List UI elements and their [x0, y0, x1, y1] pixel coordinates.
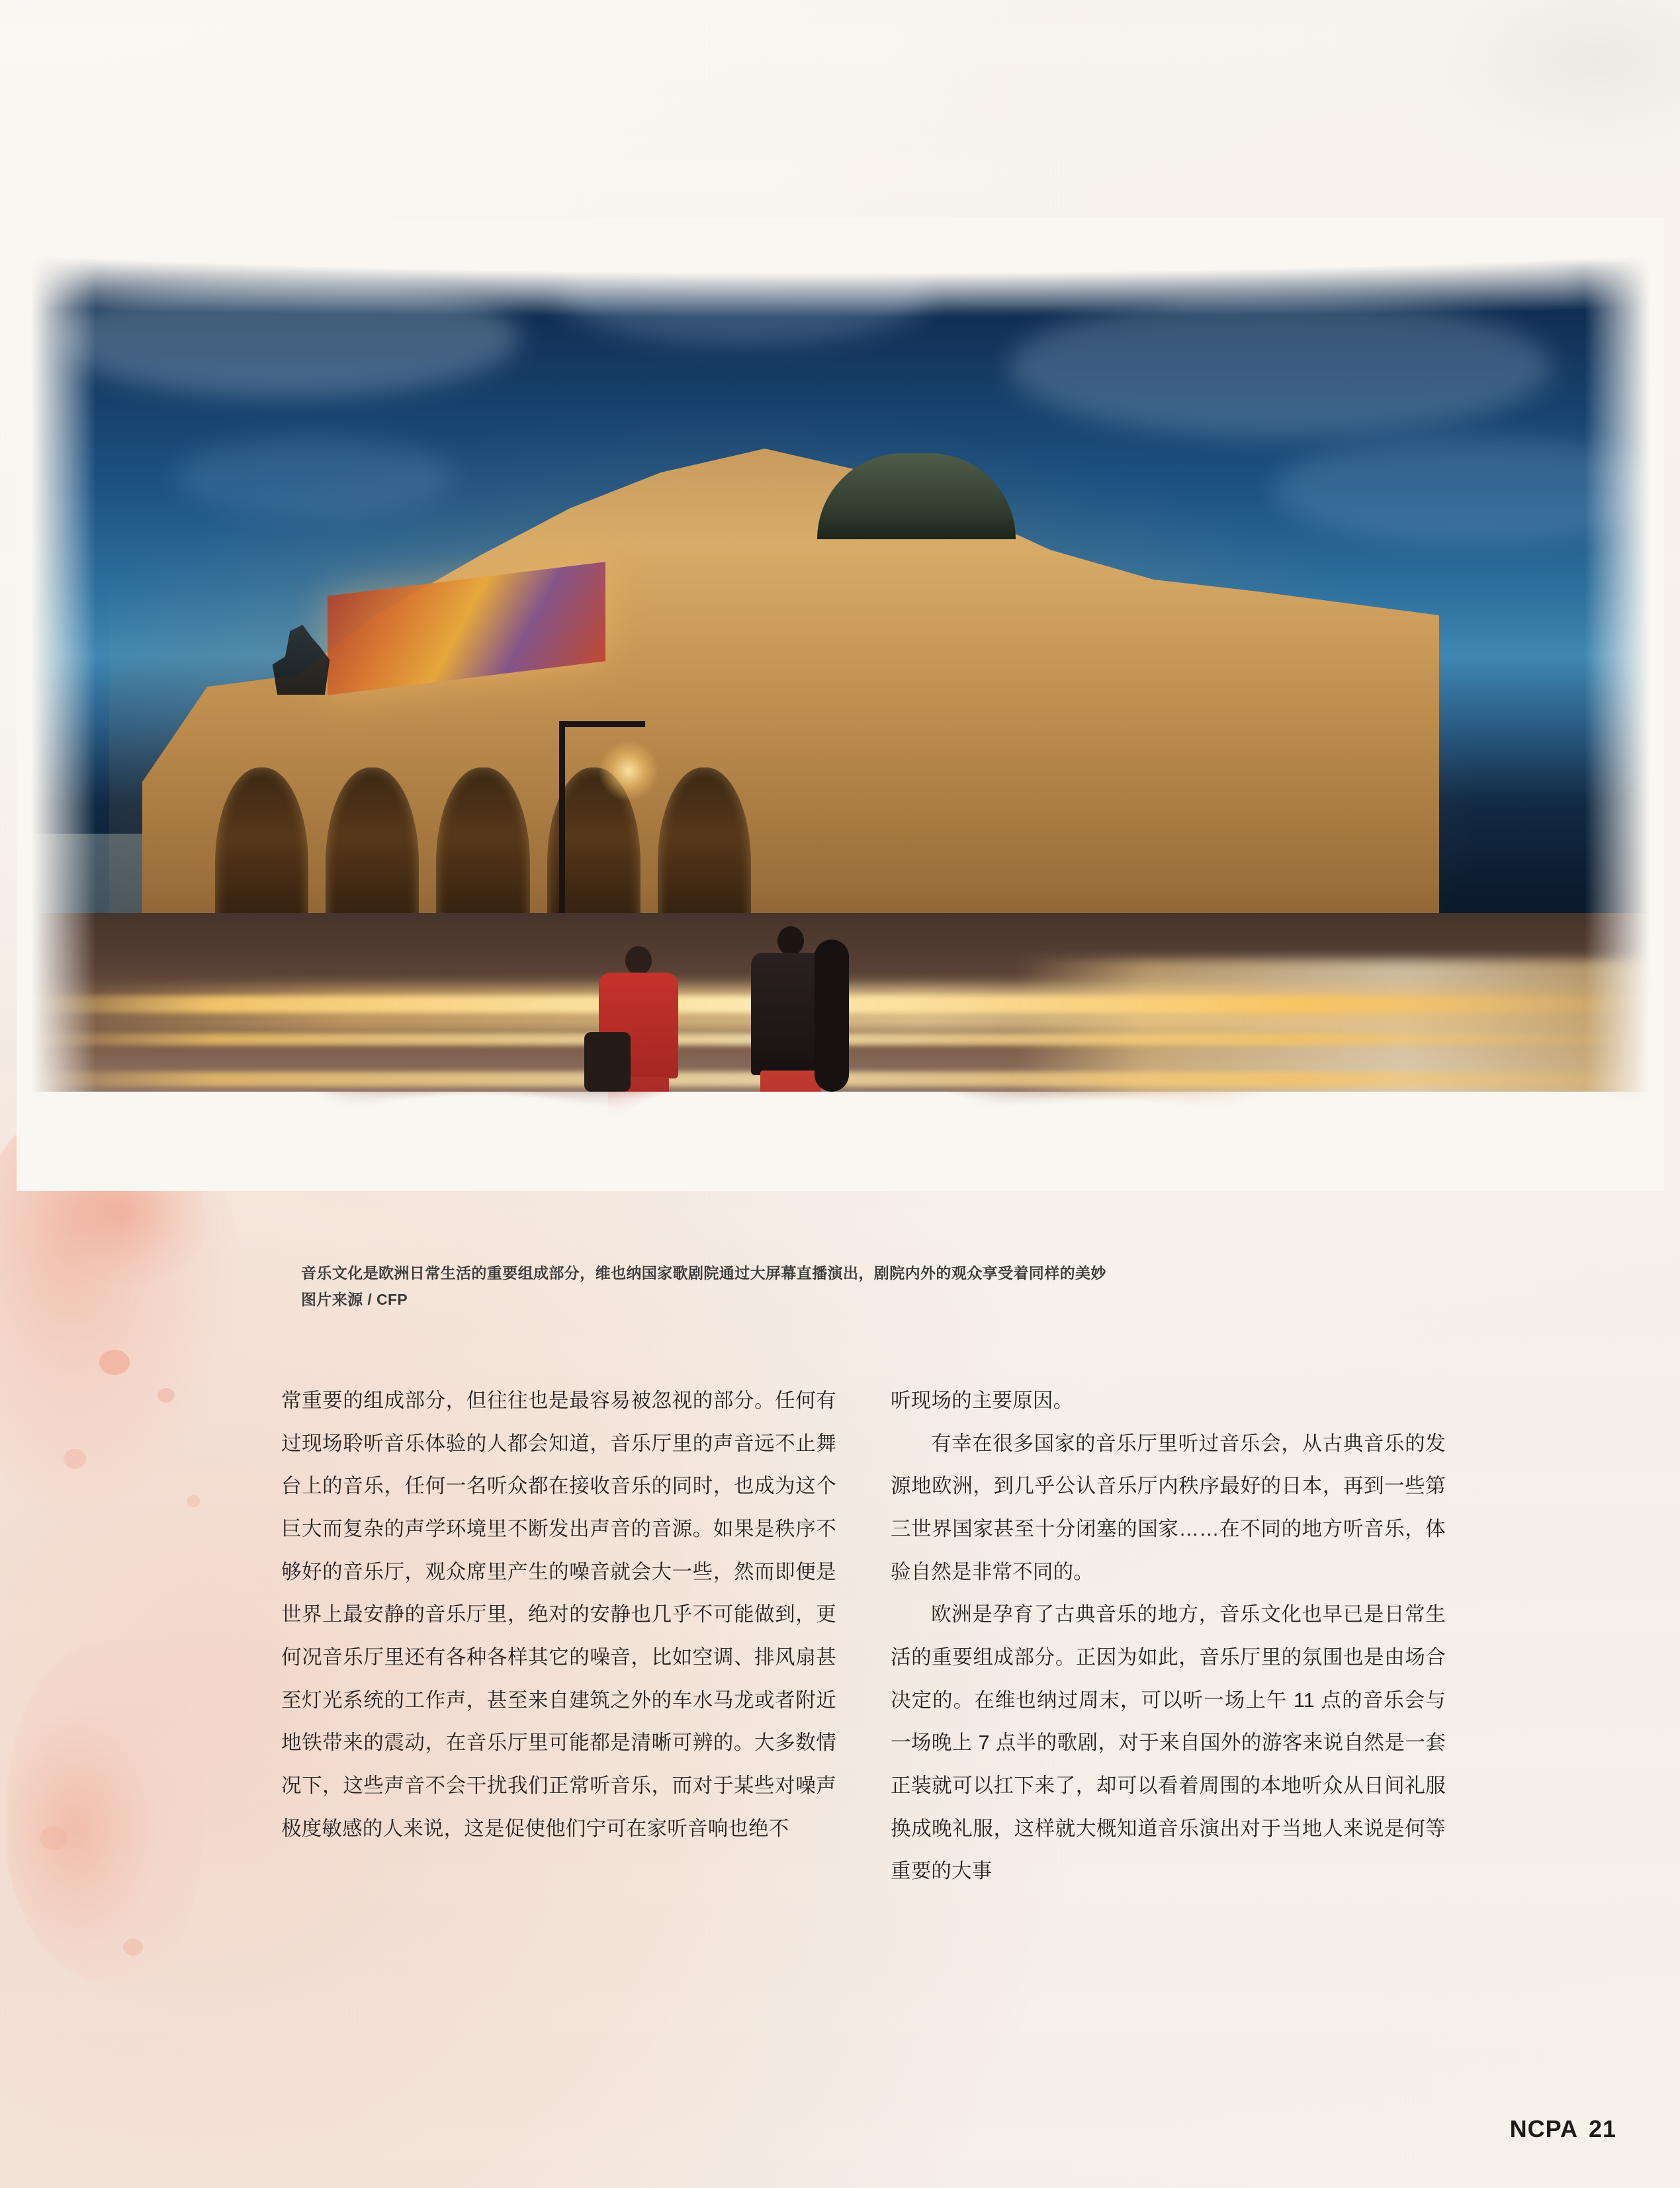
- pedestrian-head: [625, 946, 652, 975]
- shoulder-bag: [584, 1032, 631, 1092]
- light-trail: [17, 1105, 1664, 1114]
- cloud: [1274, 437, 1664, 543]
- street-lamp-arm: [559, 721, 645, 727]
- article-body: [281, 1379, 1446, 1893]
- cloud: [1009, 298, 1552, 437]
- body-column-right: [891, 1379, 1446, 1893]
- pedestrian-head: [777, 926, 804, 955]
- decorative-dot: [64, 1449, 86, 1469]
- photo-caption: [301, 1260, 1373, 1313]
- footer-brand: NCPA: [1509, 2115, 1578, 2142]
- decorative-dot: [99, 1350, 130, 1375]
- cloud: [56, 278, 519, 397]
- pedestrian-red-coat: [599, 946, 678, 1178]
- cloud: [175, 437, 453, 516]
- page-number: 21: [1588, 2115, 1616, 2142]
- decorative-dot: [123, 1939, 143, 1956]
- pedestrian-with-instrument-case: [751, 926, 830, 1184]
- caption-text: 音乐文化是欧洲日常生活的重要组成部分，维也纳国家歌剧院通过大屏幕直播演出，剧院内外的观众享受着同样的美妙: [301, 1264, 1106, 1282]
- pedestrian-legs: [760, 1071, 820, 1183]
- opera-house-dome: [817, 453, 1016, 539]
- decorative-splash-top-right: [1349, 0, 1680, 198]
- page-footer: [1510, 2115, 1616, 2143]
- paragraph: 常重要的组成部分，但往往也是最容易被忽视的部分。任何有过现场聆听音乐体验的人都会知道，音乐厅里的声音远不止舞台上的音乐，任何一名听众都在接收音乐的同时，也成为这个巨大而复杂的声学环境里不断发出声音的音源。如果是秩序不够好的音乐厅，观众席里产生的噪音就会大一些，然而即便是世界上最安静的音乐厅里，绝对的安静也几乎不可能做到，更何况音乐厅里还有各种各样其它的噪音，比如空调、排风扇甚至灯光系统的工作声，甚至来自建筑之外的车水马龙或者附近地铁带来的震动，在音乐厅里可能都是清晰可辨的。大多数情况下，这些声音不会干扰我们正常听音乐，而对于某些对噪声极度敏感的人来说，这是促使他们宁可在家听音响也绝不: [281, 1389, 836, 1840]
- decorative-dot: [40, 1826, 67, 1850]
- decorative-dot: [157, 1388, 175, 1403]
- cloud: [559, 245, 930, 344]
- lamp-glow: [599, 741, 658, 801]
- decorative-splash-left-lower: [7, 1641, 205, 1985]
- paragraph: 欧洲是孕育了古典音乐的地方，音乐文化也早已是日常生活的重要组成部分。正因为如此，音乐厅里的氛围也是由场合决定的。在维也纳过周末，可以听一场上午 11 点的音乐会与一场晚上 7 点半的歌剧，对于来自国外的游客来说自然是一套正装就可以扛下来了，却可以看着周围的本地听众从日间礼服换成晚礼服，这样就大概知道音乐演出对于当地人来说是何等重要的大事: [891, 1603, 1446, 1883]
- body-column-left: [281, 1379, 836, 1893]
- hero-photo: [17, 218, 1664, 1191]
- opera-house-night-image: [17, 218, 1664, 1191]
- instrument-case: [815, 940, 849, 1092]
- pedestrian-legs: [608, 1077, 668, 1176]
- paragraph: 有幸在很多国家的音乐厅里听过音乐会，从古典音乐的发源地欧洲，到几乎公认音乐厅内秩序最好的日本，再到一些第三世界国家甚至十分闭塞的国家……在不同的地方听音乐，体验自然是非常不同的。: [891, 1432, 1446, 1583]
- caption-credit: 图片来源 / CFP: [301, 1290, 408, 1308]
- decorative-dot: [187, 1495, 200, 1507]
- paragraph: 听现场的主要原因。: [891, 1389, 1074, 1412]
